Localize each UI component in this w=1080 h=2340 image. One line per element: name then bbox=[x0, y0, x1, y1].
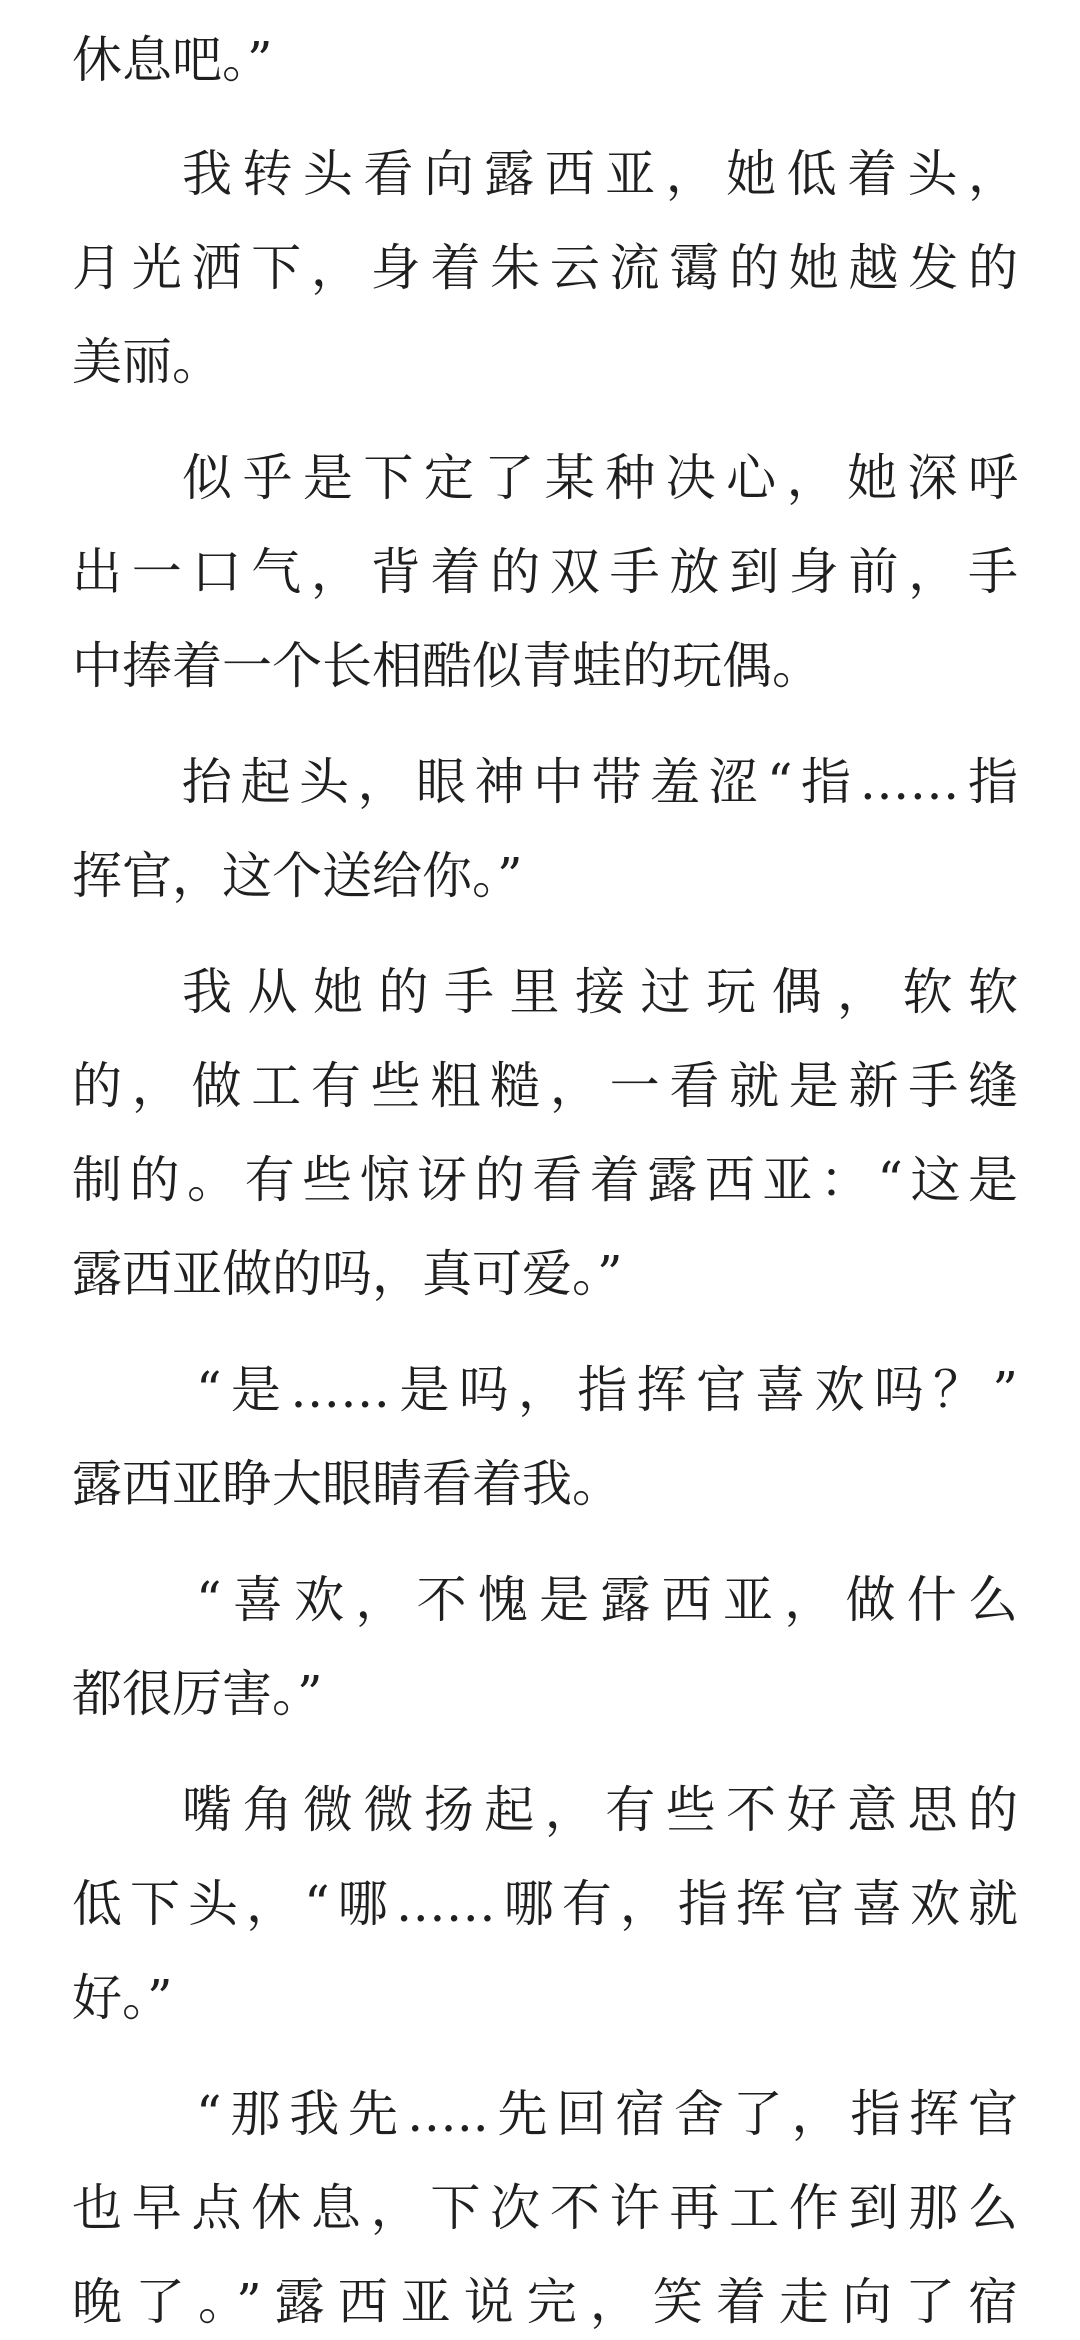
text-line: 休息吧。” bbox=[72, 31, 273, 89]
text-line: 露西亚睁大眼睛看着我。 bbox=[72, 1455, 622, 1513]
text-line: 也早点休息，下次不许再工作到那么 bbox=[72, 2179, 1018, 2237]
text-line: 嘴角微微扬起，有些不好意思的 bbox=[182, 1781, 1018, 1839]
text-line: 我从她的手里接过玩偶，软软 bbox=[182, 963, 1018, 1021]
text-line: 低下头，“哪……哪有，指挥官喜欢就 bbox=[72, 1875, 1018, 1933]
text-line: 露西亚做的吗，真可爱。” bbox=[72, 1245, 623, 1303]
text-line: 抬起头，眼神中带羞涩“指……指 bbox=[182, 753, 1018, 811]
text-line: 似乎是下定了某种决心，她深呼 bbox=[182, 449, 1018, 507]
text-line: “那我先…..先回宿舍了，指挥官 bbox=[196, 2085, 1018, 2143]
text-line: 出一口气，背着的双手放到身前，手 bbox=[72, 543, 1018, 601]
text-line: 美丽。 bbox=[72, 333, 222, 391]
text-line: 挥官，这个送给你。” bbox=[72, 847, 523, 905]
text-line: 的，做工有些粗糙，一看就是新手缝 bbox=[72, 1057, 1018, 1115]
text-line: 都很厉害。” bbox=[72, 1665, 323, 1723]
text-line: 晚了。”露西亚说完，笑着走向了宿 bbox=[72, 2273, 1018, 2331]
text-line: 好。” bbox=[72, 1969, 173, 2027]
text-line: “是……是吗，指挥官喜欢吗？” bbox=[196, 1361, 1018, 1419]
text-line: 月光洒下，身着朱云流霭的她越发的 bbox=[72, 239, 1018, 297]
text-line: “喜欢，不愧是露西亚，做什么 bbox=[196, 1571, 1018, 1629]
text-line: 我转头看向露西亚，她低着头， bbox=[182, 145, 1018, 203]
text-line: 中捧着一个长相酷似青蛙的玩偶。 bbox=[72, 637, 822, 695]
text-line: 制的。有些惊讶的看着露西亚：“这是 bbox=[72, 1151, 1018, 1209]
